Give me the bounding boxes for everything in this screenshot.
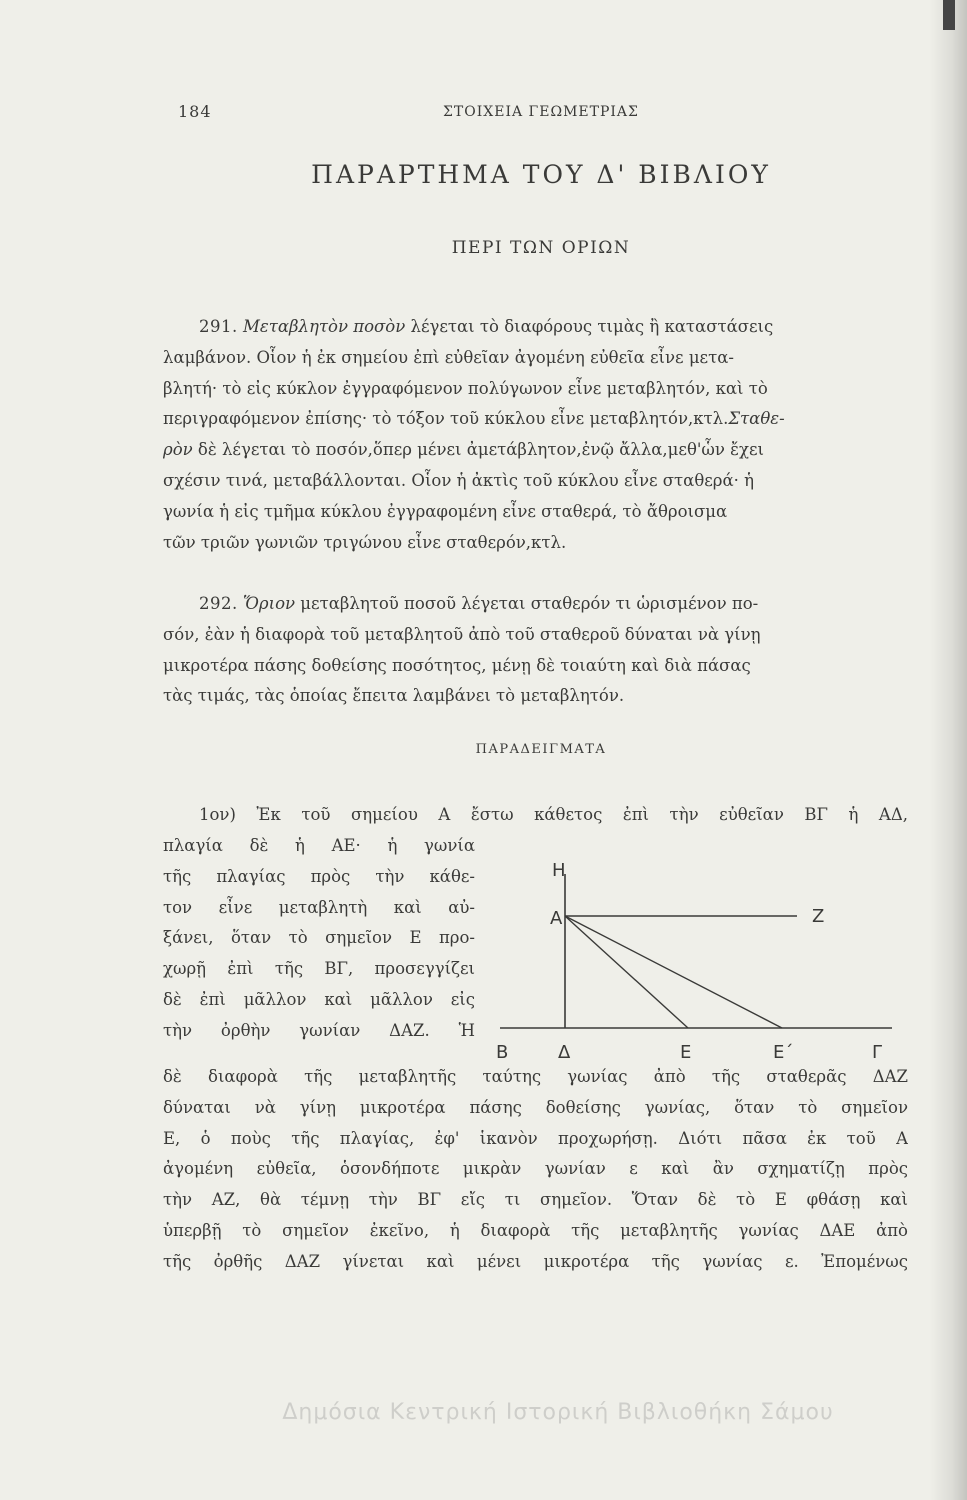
paragraph-number: 292. xyxy=(199,594,238,613)
chapter-title: ΠΑΡΑΡΤΗΜΑ ΤΟΥ Δ' ΒΙΒΛΙΟΥ xyxy=(311,160,771,189)
text-line: Ε, ὁ ποὺς τῆς πλαγίας, ἐφ' ἱκανὸν προχωρήσῃ. Διότι πᾶσα ἐκ τοῦ Α xyxy=(163,1128,908,1148)
text-line: μικροτέρα πάσης δοθείσης ποσότητος, μένῃ δὲ τοιαύτη καὶ διὰ πάσας xyxy=(163,655,751,675)
text-fragment: δὲ λέγεται τὸ ποσόν,ὅπερ μένει ἀμετάβλητον,ἐνῷ ἄλλα,μεθ'ὧν ἔχει xyxy=(197,440,765,460)
library-watermark: Δημόσια Κεντρική Ιστορική Βιβλιοθήκη Σάμου xyxy=(282,1400,834,1425)
label-g: Γ xyxy=(872,1042,883,1063)
text-line: τὴν ΑΖ, θὰ τέμνῃ τὴν ΒΓ εἴς τι σημεῖον. Ὅταν δὲ τὸ Ε φθάσῃ καὶ xyxy=(163,1190,908,1210)
examples-heading: ΠΑΡΑΔΕΙΓΜΑΤΑ xyxy=(475,742,607,757)
label-z: Ζ xyxy=(812,906,825,927)
text-line: τῶν τριῶν γωνιῶν τριγώνου εἶνε σταθερόν,κτλ. xyxy=(163,532,567,552)
text-line: ξάνει, ὅταν τὸ σημεῖον Ε προ- xyxy=(163,928,475,948)
text-line: πλαγία δὲ ἡ ΑΕ· ἡ γωνία xyxy=(163,836,475,855)
text-line: τῆς ὀρθῆς ΔΑΖ γίνεται καὶ μένει μικροτέρα τῆς γωνίας ε. Ἐπομένως xyxy=(163,1251,908,1271)
text-fragment: λέγεται τὸ διαφόρους τιμὰς ἢ καταστάσεις xyxy=(410,317,774,336)
text-line: δὲ διαφορὰ τῆς μεταβλητῆς ταύτης γωνίας ἀπὸ τῆς σταθερᾶς ΔΑΖ xyxy=(163,1067,908,1086)
section-title: ΠΕΡΙ ΤΩΝ ΟΡΙΩΝ xyxy=(451,238,631,258)
text-line: τὴν ὀρθὴν γωνίαν ΔΑΖ. Ἡ xyxy=(163,1020,475,1040)
page-edge-shadow xyxy=(929,0,967,1500)
paragraph-291 xyxy=(163,312,908,558)
text-line xyxy=(163,404,908,435)
paragraph-number: 291. xyxy=(199,317,238,336)
text-line xyxy=(163,435,908,466)
example-1-continued xyxy=(163,1062,908,1278)
text-line: τῆς πλαγίας πρὸς τὴν κάθε- xyxy=(163,866,475,886)
example-1-lead xyxy=(163,800,908,831)
text-line xyxy=(163,312,908,343)
text-line: σχέσιν τινά, μεταβάλλονται. Οἷον ἡ ἀκτὶς τοῦ κύκλου εἶνε σταθερά· ἡ xyxy=(163,470,755,490)
text-line: ὑπερβῇ τὸ σημεῖον ἐκεῖνο, ἡ διαφορὰ τῆς μεταβλητῆς γωνίας ΔΑΕ ἀπὸ xyxy=(163,1220,908,1240)
text-line: τὰς τιμάς, τὰς ὁποίας ἔπειτα λαμβάνει τὸ μεταβλητόν. xyxy=(163,686,625,706)
label-e-prime: Ε΄ xyxy=(773,1042,794,1063)
page-edge-mark xyxy=(943,0,955,30)
oblique-line-ae xyxy=(565,916,688,1028)
label-b: Β xyxy=(496,1042,509,1063)
text-line: δύναται νὰ γίνῃ μικροτέρα πάσης δοθείσης γωνίας, ὅταν τὸ σημεῖον xyxy=(163,1097,908,1117)
page-number: 184 xyxy=(178,102,212,121)
text-fragment: μεταβλητοῦ ποσοῦ λέγεται σταθερόν τι ὡρισμένον πο- xyxy=(300,594,759,613)
example-1-wrapped-text xyxy=(163,831,475,1047)
label-e: Ε xyxy=(680,1042,692,1063)
text-line: χωρῇ ἐπὶ τῆς ΒΓ, προσεγγίζει xyxy=(163,959,475,979)
defined-term: Σταθε- xyxy=(728,409,785,429)
text-line: ἀγομένη εὐθεῖα, ὁσονδήποτε μικρὰν γωνίαν ε καὶ ἂν σχηματίζῃ πρὸς xyxy=(163,1159,908,1179)
text-line: 1ον) Ἐκ τοῦ σημείου Α ἔστω κάθετος ἐπὶ τὴν εὐθεῖαν ΒΓ ἡ ΑΔ, xyxy=(199,805,908,824)
label-d: Δ xyxy=(558,1042,571,1063)
defined-term: Ὅριον xyxy=(243,594,296,613)
defined-term: ρὸν xyxy=(163,440,193,460)
text-line xyxy=(163,589,908,620)
text-line: δὲ ἐπὶ μᾶλλον καὶ μᾶλλον εἰς xyxy=(163,989,475,1009)
text-line: τον εἶνε μεταβλητὴ καὶ αὐ- xyxy=(163,897,475,917)
text-fragment: περιγραφόμενον ἐπίσης· τὸ τόξον τοῦ κύκλου εἶνε μεταβλητόν,κτλ. xyxy=(163,409,729,429)
text-line: λαμβάνον. Οἷον ἡ ἐκ σημείου ἐπὶ εὐθεῖαν ἀγομένη εὐθεῖα εἶνε μετα- xyxy=(163,347,734,367)
geometry-figure xyxy=(492,846,902,1076)
defined-term: Μεταβλητὸν ποσὸν xyxy=(243,317,406,336)
running-head: ΣΤΟΙΧΕΙΑ ΓΕΩΜΕΤΡΙΑΣ xyxy=(443,104,639,120)
text-line: γωνία ἡ εἰς τμῆμα κύκλου ἐγγραφομένη εἶνε σταθερά, τὸ ἄθροισμα xyxy=(163,501,728,521)
label-a: Α xyxy=(550,908,563,929)
oblique-line-ae-prime xyxy=(565,916,782,1028)
text-line: σόν, ἐὰν ἡ διαφορὰ τοῦ μεταβλητοῦ ἀπὸ τοῦ σταθεροῦ δύναται νὰ γίνῃ xyxy=(163,624,761,644)
page-header xyxy=(178,102,904,132)
label-h: Η xyxy=(552,860,566,881)
paragraph-292 xyxy=(163,589,908,712)
text-line: βλητή· τὸ εἰς κύκλον ἐγγραφόμενον πολύγωνον εἶνε μεταβλητόν, καὶ τὸ xyxy=(163,378,768,398)
